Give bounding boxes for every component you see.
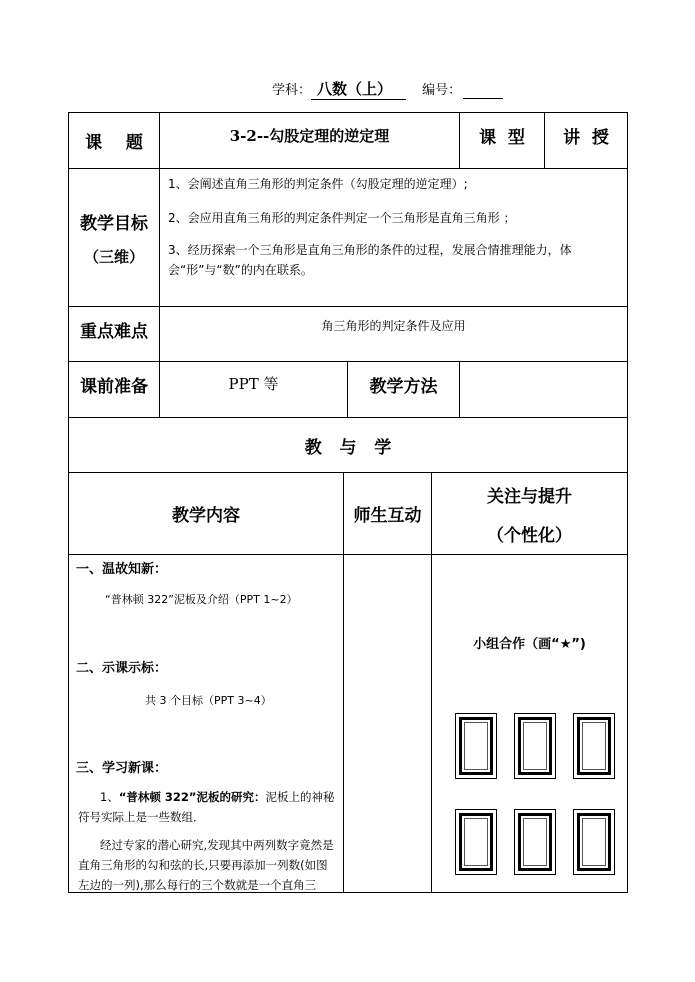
- topic-label: 课 题: [68, 112, 160, 169]
- paragraph-bold-lead: “普林顿 322”泥板的研究：: [118, 790, 266, 804]
- key-points-label: 重点难点: [68, 306, 160, 362]
- prep-label: 课前准备: [68, 361, 160, 418]
- focus-label-line1: 关注与提升: [487, 486, 572, 507]
- frame-icon: [518, 813, 552, 871]
- frame-icon: [459, 813, 493, 871]
- interaction-body: [343, 554, 432, 893]
- goals-label: [68, 168, 160, 307]
- focus-body: [431, 554, 628, 893]
- section-new-title: 三、学习新课：: [76, 761, 168, 776]
- group-work-text: 小组合作（画“★”): [473, 637, 586, 652]
- teaching-section-title: 教 与 学: [68, 417, 628, 473]
- goal-item: 3、经历探索一个三角形是直角三角形的条件的过程，发展合情推理能力，体会“形”与“数”的内在联系。: [168, 243, 572, 277]
- section-goals-title: 二、示课示标：: [76, 661, 168, 676]
- type-label: 课 型: [459, 112, 545, 169]
- paragraph-rest: 泥板上的神秘符号实际上是一些数组．: [78, 790, 335, 824]
- topic-value: 3-2--勾股定理的逆定理: [159, 112, 460, 169]
- subject-label: 学科：: [272, 83, 312, 98]
- frame-icon: [577, 717, 611, 775]
- prep-value: PPT 等: [159, 361, 348, 418]
- type-value: 讲 授: [544, 112, 628, 169]
- frame-icon: [459, 717, 493, 775]
- method-value: [459, 361, 628, 418]
- key-points-value: 角三角形的判定条件及应用: [159, 306, 628, 362]
- lesson-plan-table: [68, 112, 628, 893]
- number-blank: [463, 83, 503, 99]
- section-goals-text: 共 3 个目标（PPT 3~4）: [145, 694, 272, 707]
- paragraph-plimpton: [78, 787, 336, 827]
- paragraph-number: 1、: [100, 790, 119, 804]
- frame-icon: [577, 813, 611, 871]
- goals-label-line2: （三维）: [83, 247, 144, 266]
- goal-item: 2、会应用直角三角形的判定条件判定一个三角形是直角三角形 ；: [168, 211, 516, 225]
- doc-header: [272, 78, 503, 100]
- section-review-text: “普林顿 322”泥板及介绍（PPT 1~2）: [105, 593, 298, 606]
- goal-item: 1、会阐述直角三角形的判定条件（勾股定理的逆定理）;: [168, 177, 468, 191]
- paragraph-research: 经过专家的潜心研究,发现其中两列数字竟然是直角三角形的勾和弦的长,只要再添加一列数(如图左边的一列),那么每行的三个数就是一个直角三: [78, 838, 334, 892]
- section-review-title: 一、温故知新：: [76, 562, 168, 577]
- subject-value: 八数（上）: [311, 78, 406, 100]
- method-label: 教学方法: [347, 361, 460, 418]
- number-label: 编号：: [422, 83, 462, 98]
- frame-icon: [518, 717, 552, 775]
- interaction-column-label: 师生互动: [343, 472, 432, 555]
- goals-label-line1: 教学目标: [80, 213, 148, 234]
- content-body: [68, 554, 344, 893]
- focus-label-line2: （个性化）: [487, 525, 572, 546]
- goals-list: [159, 168, 628, 307]
- focus-column-label: [431, 472, 628, 555]
- content-column-label: 教学内容: [68, 472, 344, 555]
